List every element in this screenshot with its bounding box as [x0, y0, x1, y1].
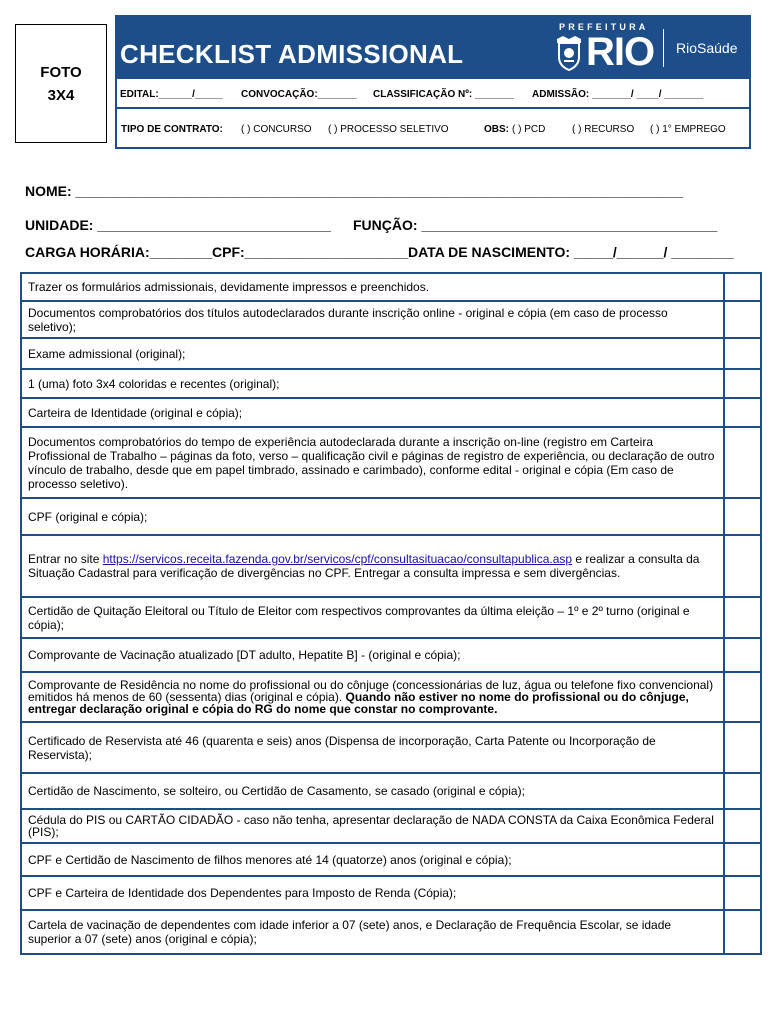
item-text-pre: Entrar no site	[28, 552, 103, 566]
checklist-item	[22, 844, 725, 877]
checklist-checkbox[interactable]	[725, 339, 760, 370]
funcao-field[interactable]: FUNÇÃO: ______________________________________	[353, 217, 718, 233]
checklist-item	[22, 774, 725, 810]
checklist-item	[22, 639, 725, 673]
obs-recurso-checkbox[interactable]: ( ) RECURSO	[572, 124, 635, 135]
edital-field[interactable]: EDITAL:______/_____	[120, 89, 223, 100]
checklist-item	[22, 810, 725, 844]
checklist-item-text: 1 (uma) foto 3x4 coloridas e recentes (original);	[28, 376, 280, 391]
nome-field[interactable]: NOME: ______________________________________________________________________________	[25, 183, 683, 199]
photo-label-line1: FOTO	[40, 63, 82, 81]
carga-horaria-field[interactable]: CARGA HORÁRIA:________	[25, 244, 212, 260]
tipo-contrato-label: TIPO DE CONTRATO:	[121, 124, 223, 135]
obs-pcd-checkbox[interactable]: ( ) PCD	[512, 124, 546, 135]
tipo-concurso-checkbox[interactable]: ( ) CONCURSO	[241, 124, 312, 135]
classificacao-field[interactable]: CLASSIFICAÇÃO Nº: _______	[373, 89, 514, 100]
checklist-item	[22, 598, 725, 639]
checklist-item	[22, 723, 725, 774]
checklist-checkbox[interactable]	[725, 639, 760, 673]
document-checklist	[20, 272, 762, 955]
obs-label: OBS:	[484, 124, 509, 135]
item-text-post: e realizar a consulta da Situação Cadastral para verificação de divergências no CPF. Entregar a consulta impressa e sem divergências.	[28, 552, 700, 580]
checklist-item-text: Certidão de Nascimento, se solteiro, ou Certidão de Casamento, se casado (original e cópia);	[28, 784, 525, 798]
checklist-checkbox[interactable]	[725, 810, 760, 844]
checklist-item-text: Documentos comprobatórios dos títulos autodeclarados durante inscrição online - original e cópia (em caso de processo seletivo);	[28, 305, 668, 334]
checklist-item	[22, 370, 725, 399]
obs-primeiro-emprego-checkbox[interactable]: ( ) 1° EMPREGO	[650, 124, 726, 135]
receita-consulta-link[interactable]: https://servicos.receita.fazenda.gov.br/servicos/cpf/consultasituacao/consultapublica.asp	[102, 552, 573, 566]
checklist-item-text: Exame admissional (original);	[28, 346, 186, 361]
logo-prefeitura-text: PREFEITURA	[559, 22, 649, 32]
admissao-field[interactable]: ADMISSÃO: _______/ ____/ _______	[532, 89, 704, 100]
unidade-field[interactable]: UNIDADE: ______________________________	[25, 217, 331, 233]
checklist-item-text: Cédula do PIS ou CARTÃO CIDADÃO - caso não tenha, apresentar declaração de NADA CONSTA da Caixa Econômica Federal (PIS);	[28, 813, 714, 839]
checklist-item	[22, 673, 725, 723]
checklist-checkbox[interactable]	[725, 428, 760, 499]
checklist-item-text: CPF e Carteira de Identidade dos Dependentes para Imposto de Renda (Cópia);	[28, 886, 457, 900]
checklist-item	[22, 428, 725, 499]
checklist-item-text: Cartela de vacinação de dependentes com idade inferior a 07 (sete) anos, e Declaração de Frequência Escolar, se idade superior a 07 (sete) anos (original e cópia);	[28, 918, 672, 946]
checklist-checkbox[interactable]	[725, 302, 760, 339]
checklist-checkbox[interactable]	[725, 499, 760, 536]
rio-crest-icon	[555, 35, 583, 71]
convocacao-field[interactable]: CONVOCAÇÃO:_______	[241, 89, 357, 100]
checklist-item	[22, 302, 725, 339]
checklist-item-text: Trazer os formulários admissionais, devidamente impressos e preenchidos.	[28, 280, 430, 294]
checklist-checkbox[interactable]	[725, 877, 760, 911]
checklist-item-text: CPF (original e cópia);	[28, 509, 148, 524]
checklist-item-text: Comprovante de Vacinação atualizado [DT adulto, Hepatite B] - (original e cópia);	[28, 648, 461, 662]
checklist-item	[22, 399, 725, 428]
checklist-item-text: Carteira de Identidade (original e cópia);	[28, 405, 243, 420]
cpf-field[interactable]: CPF:_____________________	[212, 244, 409, 260]
prefeitura-rio-logo	[555, 21, 749, 77]
title-bar	[117, 17, 749, 79]
logo-riosaude-text: RioSaúde	[676, 40, 738, 56]
checklist-item-text: Certidão de Quitação Eleitoral ou Título de Eleitor com respectivos comprovantes da última eleição – 1º e 2º turno (original e cópia);	[28, 603, 690, 632]
logo-separator	[663, 29, 664, 67]
checklist-item-text	[28, 679, 717, 715]
checklist-item	[22, 499, 725, 536]
checklist-checkbox[interactable]	[725, 399, 760, 428]
page-title: CHECKLIST ADMISSIONAL	[120, 39, 464, 69]
checklist-item-text: Documentos comprobatórios do tempo de experiência autodeclarada durante a inscrição on-line (registro em Carteira Profissional de Trabalho – páginas da foto, verso – qualificação civil e páginas de registro de experiência, ou declaração de outro vínculo de trabalho, desde que em papel timbrado, assinado e carimbado), conforme edital - original e cópia (Em caso de processo seletivo).	[28, 434, 715, 491]
checklist-checkbox[interactable]	[725, 911, 760, 953]
tipo-seletivo-checkbox[interactable]: ( ) PROCESSO SELETIVO	[328, 124, 449, 135]
checklist-item	[22, 877, 725, 911]
checklist-checkbox[interactable]	[725, 536, 760, 598]
checklist-checkbox[interactable]	[725, 370, 760, 399]
checklist-checkbox[interactable]	[725, 844, 760, 877]
checklist-item-text	[28, 552, 717, 580]
checklist-header	[115, 15, 751, 149]
item-text-pre: Comprovante de Residência no nome do profissional ou do cônjuge (concessionárias de luz, água ou telefone fixo convencional) emitidos há menos de 60 (sessenta) dias (original e cópia).	[28, 678, 714, 704]
edital-row	[117, 79, 749, 109]
checklist-item-text: CPF e Certidão de Nascimento de filhos menores até 14 (quatorze) anos (original e cópia);	[28, 852, 512, 867]
checklist-item	[22, 274, 725, 302]
checklist-checkbox[interactable]	[725, 598, 760, 639]
checklist-checkbox[interactable]	[725, 774, 760, 810]
checklist-checkbox[interactable]	[725, 274, 760, 302]
logo-rio-text: RIO	[586, 30, 655, 74]
data-nascimento-field[interactable]: DATA DE NASCIMENTO: _____/______/ ________	[408, 244, 734, 260]
tipo-contrato-row	[117, 109, 749, 147]
item-text-bold: Quando não estiver no nome do profissional ou do cônjuge, entregar declaração original e cópia do RG do nome que constar no comprovante.	[28, 690, 689, 716]
photo-label-line2: 3X4	[47, 86, 75, 104]
photo-3x4-box	[15, 24, 107, 143]
checklist-item	[22, 911, 725, 953]
checklist-item	[22, 536, 725, 598]
checklist-checkbox[interactable]	[725, 673, 760, 723]
checklist-item-text: Certificado de Reservista até 46 (quarenta e seis) anos (Dispensa de incorporação, Carta Patente ou Incorporação de Reservista);	[28, 733, 656, 762]
checklist-checkbox[interactable]	[725, 723, 760, 774]
checklist-item	[22, 339, 725, 370]
